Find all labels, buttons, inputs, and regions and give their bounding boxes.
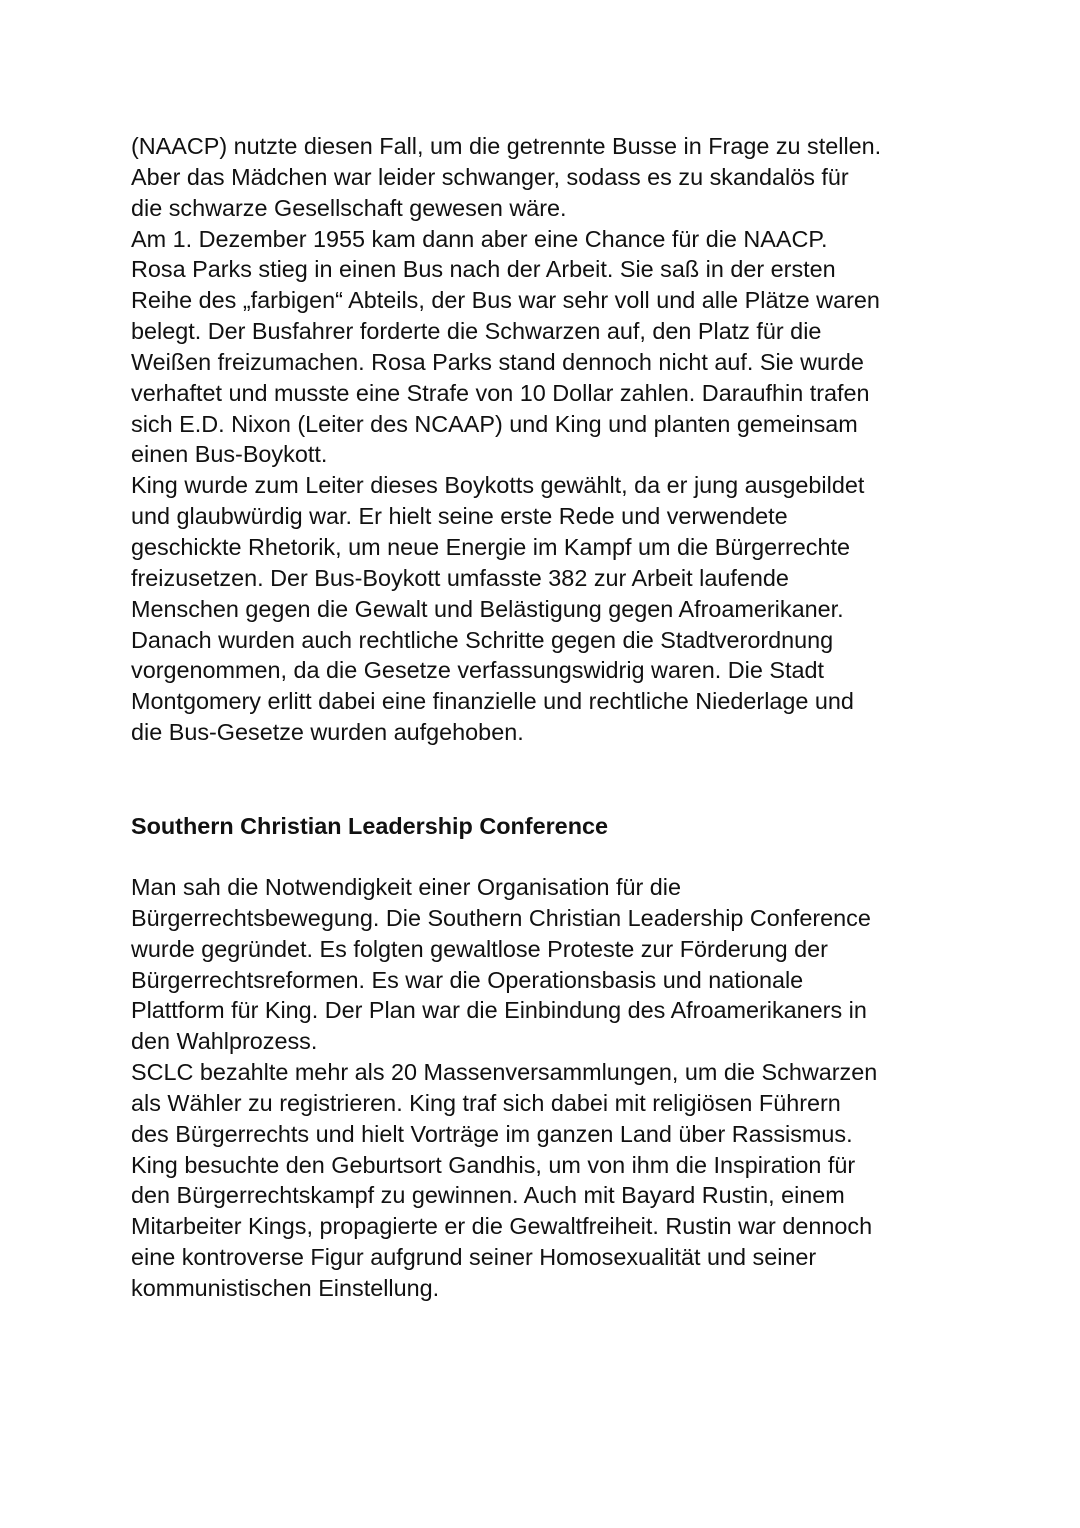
text-line: geschickte Rhetorik, um neue Energie im Kampf um die Bürgerrechte [131,533,850,560]
section-heading: Southern Christian Leadership Conference [131,813,608,839]
text-line: Danach wurden auch rechtliche Schritte gegen die Stadtverordnung [131,626,834,653]
montgomery-bus-boycott-paragraph [131,131,991,748]
text-line: Am 1. Dezember 1955 kam dann aber eine Chance für die NAACP. [131,225,828,252]
text-line: einen Bus-Boykott. [131,441,328,468]
text-line: vorgenommen, da die Gesetze verfassungswidrig waren. Die Stadt [131,657,824,684]
text-line: freizusetzen. Der Bus-Boykott umfasste 382 zur Arbeit laufende [131,564,789,591]
text-line: verhaftet und musste eine Strafe von 10 Dollar zahlen. Daraufhin trafen [131,379,870,406]
text-line: die Bus-Gesetze wurden aufgehoben. [131,719,524,746]
text-line: (NAACP) nutzte diesen Fall, um die getrennte Busse in Frage zu stellen. [131,133,882,159]
text-line: sich E.D. Nixon (Leiter des NCAAP) und King und planten gemeinsam [131,410,858,437]
text-line: den Wahlprozess. [131,1028,318,1055]
text-line: King wurde zum Leiter dieses Boykotts gewählt, da er jung ausgebildet [131,472,865,499]
text-line: Bürgerrechtsreformen. Es war die Operationsbasis und nationale [131,966,804,993]
sclc-paragraph [131,872,991,1304]
text-line: King besuchte den Geburtsort Gandhis, um von ihm die Inspiration für [131,1151,856,1178]
text-line: des Bürgerrechts und hielt Vorträge im ganzen Land über Rassismus. [131,1120,853,1147]
text-line: Aber das Mädchen war leider schwanger, sodass es zu skandalös für [131,163,849,190]
text-line: und glaubwürdig war. Er hielt seine erste Rede und verwendete [131,503,788,530]
text-line: den Bürgerrechtskampf zu gewinnen. Auch mit Bayard Rustin, einem [131,1182,845,1209]
text-line: Bürgerrechtsbewegung. Die Southern Christian Leadership Conference [131,904,871,931]
text-line: Man sah die Notwendigkeit einer Organisation für die [131,874,681,900]
text-line: Menschen gegen die Gewalt und Belästigung gegen Afroamerikaner. [131,595,844,622]
text-line: die schwarze Gesellschaft gewesen wäre. [131,194,567,221]
text-line: SCLC bezahlte mehr als 20 Massenversammlungen, um die Schwarzen [131,1059,878,1086]
text-line: eine kontroverse Figur aufgrund seiner Homosexualität und seiner [131,1244,817,1271]
text-line: Mitarbeiter Kings, propagierte er die Gewaltfreiheit. Rustin war dennoch [131,1213,873,1240]
text-line: Plattform für King. Der Plan war die Einbindung des Afroamerikaners in [131,997,867,1024]
text-line: als Wähler zu registrieren. King traf sich dabei mit religiösen Führern [131,1089,841,1116]
text-line: Montgomery erlitt dabei eine finanzielle und rechtliche Niederlage und [131,688,854,715]
text-line: belegt. Der Busfahrer forderte die Schwarzen auf, den Platz für die [131,318,822,345]
text-line: kommunistischen Einstellung. [131,1274,440,1301]
text-line: Rosa Parks stieg in einen Bus nach der Arbeit. Sie saß in der ersten [131,256,836,283]
text-line: Weißen freizumachen. Rosa Parks stand dennoch nicht auf. Sie wurde [131,348,864,375]
text-line: Reihe des „farbigen“ Abteils, der Bus war sehr voll und alle Plätze waren [131,287,880,314]
text-line: wurde gegründet. Es folgten gewaltlose Proteste zur Förderung der [131,935,828,962]
